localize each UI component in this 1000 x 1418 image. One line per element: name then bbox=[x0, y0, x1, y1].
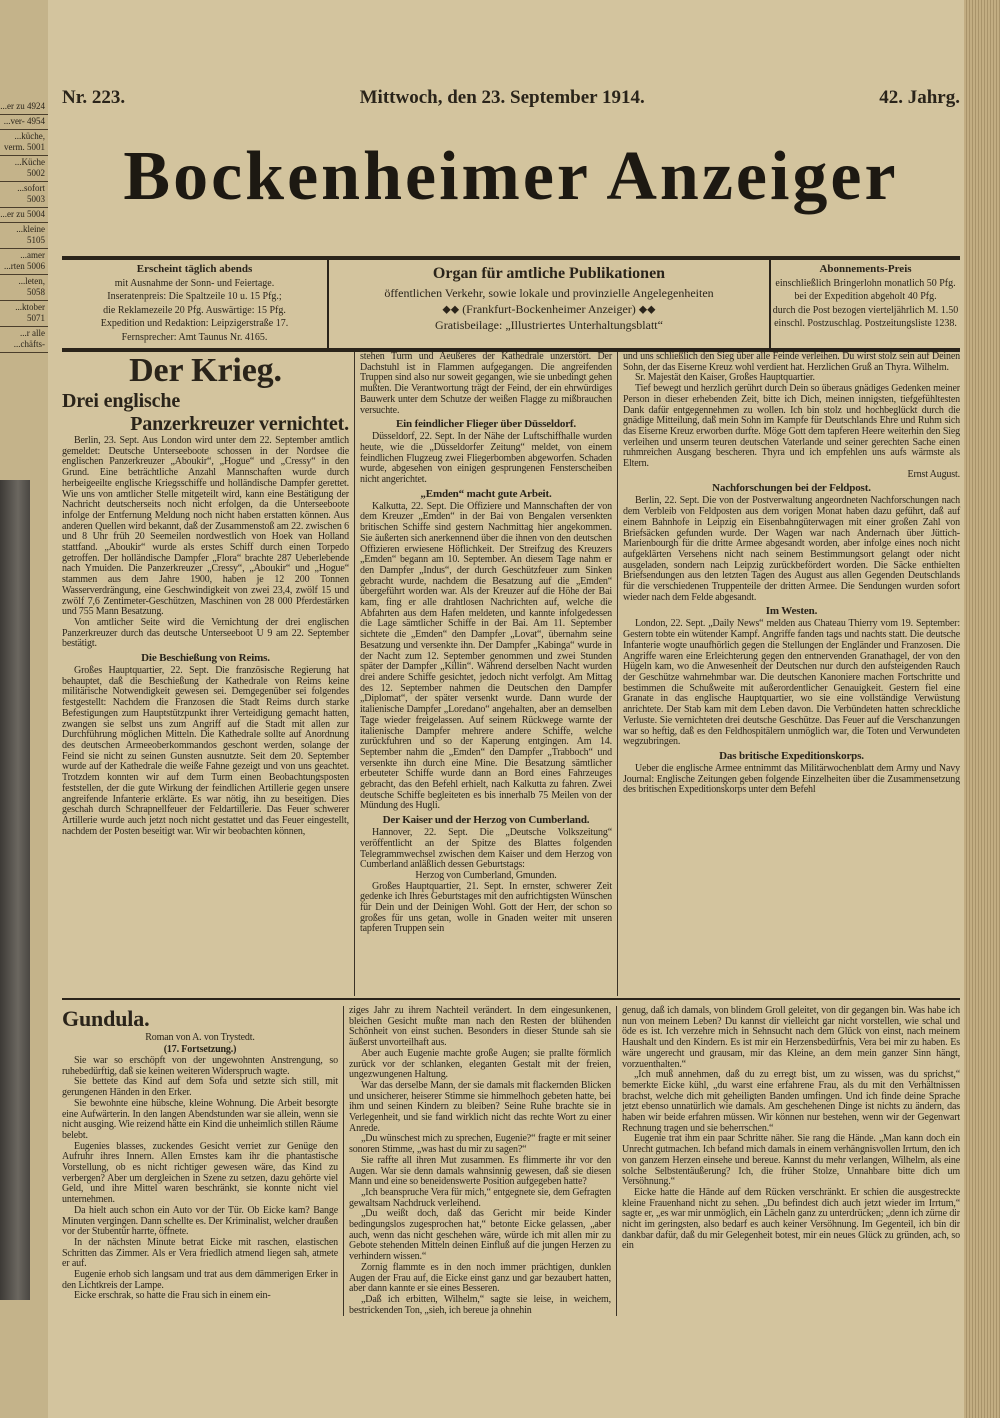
feuilleton-column-2 bbox=[344, 1006, 616, 1316]
paragraph: Berlin, 23. Sept. Aus London wird unter dem 22. September amtlich gemeldet: Deutsche Unterseeboote schossen in der Nordsee die englischen Panzerkreuzer „Aboukir“, „Hogue“ und „Cressy“ in den Grund. Eine beträchtliche Anzahl Mannschaften wurde durch herbeigeeilte englische Kriegsschiffe und holländische Dampfer gerettet. Wie uns von amtlicher Stelle mitgeteilt wird, kann eine Bestätigung der Nachricht deutscherseits noch nicht erfolgen, da die Unterseeboote infolge der Entfernung Meldung noch nicht haben erstatten können. Aus anderen Quellen wird bekannt, daß der Zusammenstoß am 22. zwischen 6 und 8 Uhr früh 20 Seemeilen nordwestlich von Hoek van Holland stattfand. „Aboukir“ wurde als erstes Schiff durch einen Torpedo getroffen. Der holländische Dampfer „Flora“ brachte 287 Ueberlebende nach Ymuiden. Die Panzerkreuzer „Cressy“, „Aboukir“ und „Hogue“ stammen aus dem Jahre 1900, haben je 12 200 Tonnen Wasserverdrängung, eine Geschwindigkeit von zwei 23,4, zwölf 15 und zwölf 7,6 Zentimeter-Geschützen, Maschinen von 28 000 Pferdestärken und 755 Mann Besatzung. bbox=[62, 435, 349, 618]
info-line: Expedition und Redaktion: Leipzigerstraße 17. bbox=[100, 318, 289, 329]
paragraph: stehen Turm und Aeußeres der Kathedrale unzerstört. Der Dachstuhl ist in Flammen aufgegangen. Die angreifenden Truppen sind also nur soweit gegangen, wie sie unbedingt gehen mußten. Die Verantwortung trägt der Feind, der ein ehrwürdiges Bauwerk unter dem Schutze der weißen Flagge zu mißbrauchen versuchte. bbox=[360, 351, 612, 416]
volume-year: 42. Jahrg. bbox=[879, 87, 960, 108]
paragraph: Zornig flammte es in den noch immer prächtigen, dunklen Augen der Frau auf, die Eicke einst ganz und gar bezaubert hatten, aber dann kannte er sie eines Besseren. bbox=[349, 1261, 611, 1295]
info-line: einschließlich Bringerlohn monatlich 50 Pfg. bbox=[775, 277, 956, 289]
novel-installment: (17. Fortsetzung.) bbox=[163, 1044, 237, 1055]
paragraph: „Ich muß annehmen, daß du zu erregt bist, um zu wissen, was du sprichst,“ bemerkte Eicke kühl, „du warst eine erfahrene Frau, als du mit den Verhältnissen brachst, welche dich mit geheiligten Banden umfingen. Und ich finde deine Sprache jetzt ebenso unnatürlich wie damals. Am geschehenen Dinge ist nichts zu ändern, das haben wir beide erfahren müssen. Wir können nur bestehen, wenn wir der Gegenwart Rechnung tragen und sie beherrschen.“ bbox=[622, 1069, 960, 1134]
paragraph: Eugenies blasses, zuckendes Gesicht verriet zur Genüge den Aufruhr ihres Innern. Allen Ernstes kam ihr die phantastische Vorstellung, ob es nicht richtiger gewesen wäre, das Kind zu verbergen? Aber um dergleichen in Szene zu setzen, dazu gehörte viel Geld, und ihre Mittel waren beschränkt, sie konnte nicht viel unternehmen. bbox=[62, 1140, 338, 1206]
article-headline: Das britische Expeditionskorps. bbox=[719, 749, 864, 762]
paragraph: Aber auch Eugenie machte große Augen; sie prallte förmlich zurück vor der schlanken, eleganten Gestalt mit der freien, ungezwungenen Haltung. bbox=[349, 1047, 611, 1081]
news-column-3 bbox=[618, 352, 960, 796]
subscription-title: Abonnements-Preis bbox=[819, 263, 912, 275]
previous-page-margin bbox=[0, 0, 50, 1418]
margin-ad: ...ver- 4954 bbox=[0, 115, 48, 130]
paragraph: genug, daß ich damals, von blindem Groll geleitet, von dir gegangen bin. Was habe ich nun von meinem Leben? Du kannst dir vielleicht gar nicht vorstellen, wie schal und öde es ist. Ich verzehre mich in Sehnsucht nach dem Glück von einst, nach meinem Haushalt und den Kindern. Es ist mir ein Herzensbedürfnis, Vera bei mir zu haben. Es wäre ungerecht und grausam, mir das Kleine, an dem mein ganzer Sinn hängt, vorzuenthalten.“ bbox=[622, 1005, 960, 1070]
paragraph: Düsseldorf, 22. Sept. In der Nähe der Luftschiffhalle wurden heute, wie die „Düsseldorfer Zeitung“ meldet, von einem feindlichen Flugzeug zwei Fliegerbomben abgeworfen. Schaden wurde, abgesehen von einigen gesprungenen Fensterscheiben nicht angerichtet. bbox=[360, 431, 612, 486]
organ-line: Gratisbeilage: „Illustriertes Unterhaltungsblatt“ bbox=[435, 318, 663, 332]
publication-info bbox=[62, 260, 329, 348]
info-line: bei der Expedition abgeholt 40 Pfg. bbox=[794, 291, 937, 302]
organ-info bbox=[329, 260, 771, 348]
info-line: mit Ausnahme der Sonn- und Feiertage. bbox=[114, 277, 275, 289]
paragraph: Großes Hauptquartier, 22. Sept. Die französische Regierung hat behauptet, daß die Beschießung der Kathedrale von Reims keine militärische Notwendigkeit gewesen sei. Demgegenüber sei folgendes festgestellt: Nachdem die Franzosen die Stadt Reims durch starke Befestigungen zum Hauptstützpunkt ihrer Verteidigung gemacht hatten, zwangen sie selbst uns zum Angriff auf die Stadt mit allen zur Durchführung möglichen Mitteln. Die Kathedrale sollte auf Anordnung des deutschen Armeeoberkommandos geschont werden, solange der Feind sie nicht zu seinen Gunsten ausnutzte. Seit dem 20. September wurde auf der Kathedrale die weiße Fahne gezeigt und von uns geachtet. Trotzdem konnten wir auf dem Turm einen Beobachtungsposten feststellen, der die gute Wirkung der feindlichen Artillerie gegen unsere angreifende Infanterie erklärte. Es war nötig, ihn zu beseitigen. Dies geschah durch Schrapnellfeuer der Feldartillerie. Das Feuer schwerer Artillerie wurde auch jetzt noch nicht gestattet und das Feuer eingestellt, nachdem der Posten beseitigt war. Wir wir beobachten können, bbox=[62, 665, 349, 837]
section-heading: Der Krieg. bbox=[129, 352, 282, 389]
margin-ad: ...kleine 5105 bbox=[0, 223, 48, 249]
paragraph: ziges Jahr zu ihrem Nachteil verändert. In dem eingesunkenen, bleichen Gesicht mußte man nach den Resten der blühenden Schönheit von einst suchen. Besonders in dieser Stunde sah sie äußerst unvorteilhaft aus. bbox=[349, 1005, 611, 1049]
margin-ad: ...er zu 5004 bbox=[0, 208, 48, 223]
info-line: durch die Post bezogen vierteljährlich M. 1.50 bbox=[772, 304, 959, 316]
paragraph: Sie bewohnte eine hübsche, kleine Wohnung. Die Arbeit besorgte eine Aufwärterin. In den langen Abendstunden war sie allein, wenn sie nicht ausging. Wie reizend hätte ein Kind die unheimlich stillen Räume belebt. bbox=[62, 1097, 338, 1141]
margin-ad: ...ktober 5071 bbox=[0, 301, 48, 327]
paragraph: Tief bewegt und herzlich gerührt durch Dein so überaus gnädiges Gedenken meiner Person in dieser erhebenden Zeit, bitte ich Dich, meinen innigsten, tiefgefühltesten Dank dafür entgegennehmen zu wollen. Ich bin stolz und hochbeglückt durch die gnädige Mitteilung, daß mein Sohn im Kampfe für Deutschlands Ehre und Ruhm sich das Eiserne Kreuz erworben durfte. Möge Gott dem tapferen Heere weiterhin den Sieg verleihen und unserm teuren deutschen Vaterlande und seiner gerechten Sache einen ruhmreichen Ausgang bescheren. Thyra und ich empfehlen uns aufs wärmste als Eltern. bbox=[623, 383, 960, 470]
paragraph: Großes Hauptquartier, 21. Sept. In ernster, schwerer Zeit gedenke ich Ihres Geburtstages mit den aufrichtigsten Wünschen für Dein und der Deinigen Wohl. Gott der Herr, der schon so großes für uns getan, wolle in Gnaden weiter mit unseren tapferen Truppen sein bbox=[360, 880, 612, 935]
margin-ad: ...er zu 4924 bbox=[0, 100, 48, 115]
issue-number: Nr. 223. bbox=[62, 87, 126, 108]
paragraph: „Du wünschest mich zu sprechen, Eugenie?“ fragte er mit seiner sonoren Stimme, „was hast du mir zu sagen?“ bbox=[349, 1133, 611, 1156]
feuilleton-column-1 bbox=[62, 1006, 343, 1302]
article-headline: Ein feindlicher Flieger über Düsseldorf. bbox=[395, 418, 577, 431]
paragraph: Kalkutta, 22. Sept. Die Offiziere und Mannschaften der von dem Kreuzer „Emden“ in der Bai von Bengalen versenkten britischen Schiffe sind gestern Nachmittag hier angekommen. Sie äußerten sich anerkennend über die ihnen von den deutschen Offizieren erwiesene Höflichkeit. Der Streifzug des Kreuzers „Emden“ begann am 10. September. An diesem Tage nahm er den Dampfer „Indus“, der durch Geschützfeuer zum Sinken gebracht wurde, nachdem die Besatzung auf die „Emden“ übergeführt worden war. Als der Kreuzer auf die Höhe der Bai kam, fing er alle drahtlosen Nachrichten auf, welche die Abfahrten aus dem Hafen meldeten, und kannte infolgedessen die Lage sämtlicher Schiffe in der Bai. Am 11. September sichtete die „Emden“ den Dampfer „Lovat“, übernahm seine Besatzung und versenkte ihn. Der Dampfer „Kabinga“ wurde in der Nacht zum 12. September genommen und zwei Stunden später der Dampfer „Killin“. Während derselben Nacht wurden drei andere Schiffe gesichtet, jedoch nicht verfolgt. Am Mittag des 12. September nahmen die Deutschen den Dampfer „Diplomat“, der später versenkt wurde. Dann wurde der italienische Dampfer „Loredano“ angehalten, aber an demselben Tage wieder freigelassen. Auf seinem Rückwege warnte der italienische Dampfer mehrere andere Schiffe, welche zurückfuhren und so der Kaperung entgingen. Am 14. September nahm die „Emden“ den Dampfer „Trabboch“ und versenkte ihn durch eine Mine. Die Besatzung sämtlicher erbeuteter Schiffe wurde dann an Bord eines Fahrzeuges gebracht, das den Befehl erhielt, nach Kalkutta zu fahren. Zwei deutsche Schiffe begleiteten es bis innerhalb 75 Meilen von der Mündung des Hugli. bbox=[360, 500, 612, 812]
newspaper-title: Bockenheimer Anzeiger bbox=[123, 138, 899, 215]
paragraph: Berlin, 22. Sept. Die von der Postverwaltung angeordneten Nachforschungen nach dem Verbleib von Feldposten aus dem vorigen Monat haben dazu geführt, daß auf einem Bahnhofe in Leipzig ein Eisenbahngüterwagen mit einer großen Zahl von Briefsäcken gefunden wurde. Der Wagen war nach Andernach über Jüttich-Marienbourgh für die dritte Armee abgesandt worden, aber infolge eines noch nicht aufgeklärten Versehens nicht nach seinem Bestimmungsort gelangt oder nicht ausgeladen, sondern nach Leipzig zurückbefördert worden. Die Säcke enthielten Briefsendungen aus den letzten Tagen des August aus allen Gegenden Deutschlands für die verschiedenen Truppenteile der dritten Armee. Die Sendungen wurden sofort wieder nach dem Felde abgesandt. bbox=[623, 495, 960, 603]
paragraph: Eicke erschrak, so hatte die Frau sich in einem ein- bbox=[74, 1290, 271, 1302]
paragraph: Von amtlicher Seite wird die Vernichtung der drei englischen Panzerkreuzer durch das deutsche Unterseeboot U 9 am 22. September bestätigt. bbox=[62, 616, 349, 650]
novel-title: Gundula. bbox=[62, 1006, 150, 1031]
paragraph: London, 22. Sept. „Daily News“ melden aus Chateau Thierry vom 19. September: Gestern tobte ein wütender Kampf. Angriffe fanden tags und nachts statt. Die deutsche Infanterie wogte unaufhörlich gegen die Stellungen der Engländer und Franzosen. Die Angriffe waren eine Erleichterung gegen den entnervenden Granathagel, der von den Hügeln kam, wo die Anwesenheit der Deutschen nur durch den aufsteigenden Rauch der Geschütze wahrnehmbar war. Die deutschen Kanoniere machen Fortschritte und bestimmen die Schußweite mit außerordentlicher Genauigkeit. Gestern fiel eine Granate in das englische Hauptquartier, wo sie eine vollständige Verwüstung anrichtete. Der Stab kam mit dem Leben davon. Die Verbündeten hatten schreckliche Verluste. Sie vernichteten drei deutsche Geschütze. Das Feuer auf die Verschanzungen war so heftig, daß es den Feldhospitälern unmöglich war, die Toten und Verwundeten wegzubringen. bbox=[623, 618, 960, 748]
paragraph: „Du weißt doch, daß das Gericht mir beide Kinder bedingungslos zugesprochen hat,“ betonte Eicke gelassen, „aber auch, wenn das nicht geschehen wäre, würde ich mit allen mir zu Gebote stehenden Mitteln deinen Einfluß auf die jungen Herzen zu verhindern wissen.“ bbox=[349, 1208, 611, 1263]
news-section bbox=[62, 352, 960, 996]
news-column-2 bbox=[355, 352, 617, 935]
info-line: die Reklamezeile 20 Pfg. Auswärtige: 15 Pfg. bbox=[103, 304, 286, 316]
margin-ad: ...amer ...rten 5006 bbox=[0, 249, 48, 275]
info-line: Fernsprecher: Amt Taunus Nr. 4165. bbox=[121, 331, 268, 343]
feuilleton-section bbox=[62, 1000, 960, 1316]
paragraph: Herzog von Cumberland, Gmunden. bbox=[415, 869, 557, 881]
organ-line: ⬥⬥ (Frankfurt-Bockenheimer Anzeiger) ⬥⬥ bbox=[442, 302, 656, 316]
previous-page-photo bbox=[0, 480, 30, 1300]
dateline bbox=[62, 86, 960, 110]
organ-line: öffentlichen Verkehr, sowie lokale und provinzielle Angelegenheiten bbox=[384, 286, 714, 300]
paragraph: Eugenie trat ihm ein paar Schritte näher. Sie rang die Hände. „Man kann doch ein Unrecht gutmachen. Ich befand mich damals in einem verhängnisvollen Irrtum, den ich von ganzem Herzen einsehe und bereue. Kannst du mehr verlangen, Wilhelm, als eine solche Selbstentäußerung? Ich, die früher Stolze, Unnahbare bitte dich um Versöhnung.“ bbox=[622, 1133, 960, 1188]
margin-ad: ...leten, 5058 bbox=[0, 275, 48, 301]
article-headline: „Emden“ macht gute Arbeit. bbox=[420, 487, 552, 500]
article-headline: Panzerkreuzer vernichtet. bbox=[130, 413, 349, 435]
novel-byline: Roman von A. von Trystedt. bbox=[145, 1032, 255, 1043]
paragraph: Hannover, 22. Sept. Die „Deutsche Volkszeitung“ veröffentlicht an der Spitze des Blattes folgenden Telegrammwechsel zwischen dem Kaiser und dem Herzog von Cumberland anläßlich dessen Geburtstags: bbox=[360, 827, 612, 871]
paragraph: Ueber die englische Armee entnimmt das Militärwochenblatt dem Army und Navy Journal: Englische Zeitungen geben folgende Einzelheiten über die Zusammensetzung des britischen Expeditionskorps unter dem Befehl bbox=[623, 762, 960, 796]
paragraph: In der nächsten Minute betrat Eicke mit raschen, elastischen Schritten das Zimmer. Als er Vera friedlich atmend liegen sah, atmete er auf. bbox=[62, 1236, 338, 1270]
article-headline: Die Beschießung von Reims. bbox=[141, 652, 270, 665]
organ-title: Organ für amtliche Publikationen bbox=[432, 265, 666, 282]
paragraph: Sie war so erschöpft von der ungewohnten Anstrengung, so ruhebedürftig, daß sie keinen weiteren Widerspruch wagte. bbox=[62, 1055, 338, 1077]
article-headline: Drei englische bbox=[62, 390, 181, 412]
info-band bbox=[62, 256, 960, 352]
page-content bbox=[62, 352, 960, 1316]
paragraph: Eicke hatte die Hände auf dem Rücken verschränkt. Er schien die ausgestreckte kleine Frauenhand nicht zu sehen. „Du befindest dich auch jetzt wieder im Irrtum,“ sagte er, „es war mir unmöglich, ein Lächeln ganz zu unterdrücken; „denn ich zürne dir nicht im geringsten, also bedarf es auch keiner Versöhnung. Im Gegenteil, ich bin dir dankbar dafür, daß du mir Gelegenheit botest, mir ein neues Glück zu gründen, ach, so ein bbox=[622, 1186, 960, 1252]
margin-ad: ...r alle ...chäfts- bbox=[0, 327, 48, 353]
article-headline: Der Kaiser und der Herzog von Cumberland. bbox=[382, 814, 590, 827]
subscription-info bbox=[771, 260, 960, 348]
margin-ad: ...Küche 5002 bbox=[0, 156, 48, 182]
paragraph: Eugenie erhob sich langsam und trat aus dem dämmerigen Erker in den Lichtkreis der Lampe. bbox=[62, 1269, 338, 1291]
issue-date: Mittwoch, den 23. September 1914. bbox=[359, 87, 645, 108]
article-headline: Nachforschungen bei der Feldpost. bbox=[712, 482, 871, 495]
feuilleton-column-3 bbox=[617, 1006, 960, 1252]
margin-ad: ...sofort 5003 bbox=[0, 182, 48, 208]
paragraph: „Daß ich erbitten, Wilhelm,“ sagte sie leise, in weichem, bestrickenden Ton, „sieh, ich bereue ja ohnehin bbox=[349, 1293, 611, 1316]
paragraph: War das derselbe Mann, der sie damals mit flackernden Blicken und unsicherer, heiserer Stimme sie himmelhoch gebeten hatte, bei ihm und seinen Kindern zu bleiben? Seine Ruhe brachte sie in Verlegenheit, und sie fand wirklich nicht das rechte Wort zu einer Anrede. bbox=[349, 1079, 611, 1134]
info-line: einschl. Postzuschlag. Postzeitungsliste 1238. bbox=[774, 318, 957, 329]
paragraph: Sie raffte all ihren Mut zusammen. Es flimmerte ihr vor den Augen. War sie denn damals wahnsinnig gewesen, daß sie diesen Mann und eine so beneidenswerte Position aufgegeben hatte? bbox=[349, 1154, 611, 1188]
paragraph: Sie bettete das Kind auf dem Sofa und setzte sich still, mit gerungenen Händen in den Erker. bbox=[62, 1076, 338, 1099]
paragraph: Da hielt auch schon ein Auto vor der Tür. Ob Eicke kam? Bange Minuten vergingen. Dann schellte es. Der Kriminalist, welcher draußen vor der Stubentür harrte, öffnete. bbox=[62, 1204, 338, 1238]
margin-ad: ...küche, verm. 5001 bbox=[0, 130, 48, 156]
paragraph: und uns schließlich den Sieg über alle Feinde verleihen. Du wirst stolz sein auf Deinen Sohn, der das Eiserne Kreuz wohl verdient hat. Herzlichen Gruß an Thyra. Wilhelm. bbox=[623, 351, 960, 373]
page-stack-edge bbox=[964, 0, 1000, 1418]
info-line: Inseratenpreis: Die Spaltzeile 10 u. 15 Pfg.; bbox=[107, 291, 282, 302]
article-der-krieg bbox=[62, 352, 354, 837]
signature: Ernst August. bbox=[907, 468, 960, 480]
paragraph: Sr. Majestät den Kaiser, Großes Hauptquartier. bbox=[635, 372, 815, 384]
paragraph: „Ich beanspruche Vera für mich,“ entgegnete sie, dem Gefragten gewaltsam Nachdruck verleihend. bbox=[349, 1186, 611, 1209]
article-headline: Im Westen. bbox=[765, 605, 818, 618]
info-line: Erscheint täglich abends bbox=[136, 263, 253, 275]
